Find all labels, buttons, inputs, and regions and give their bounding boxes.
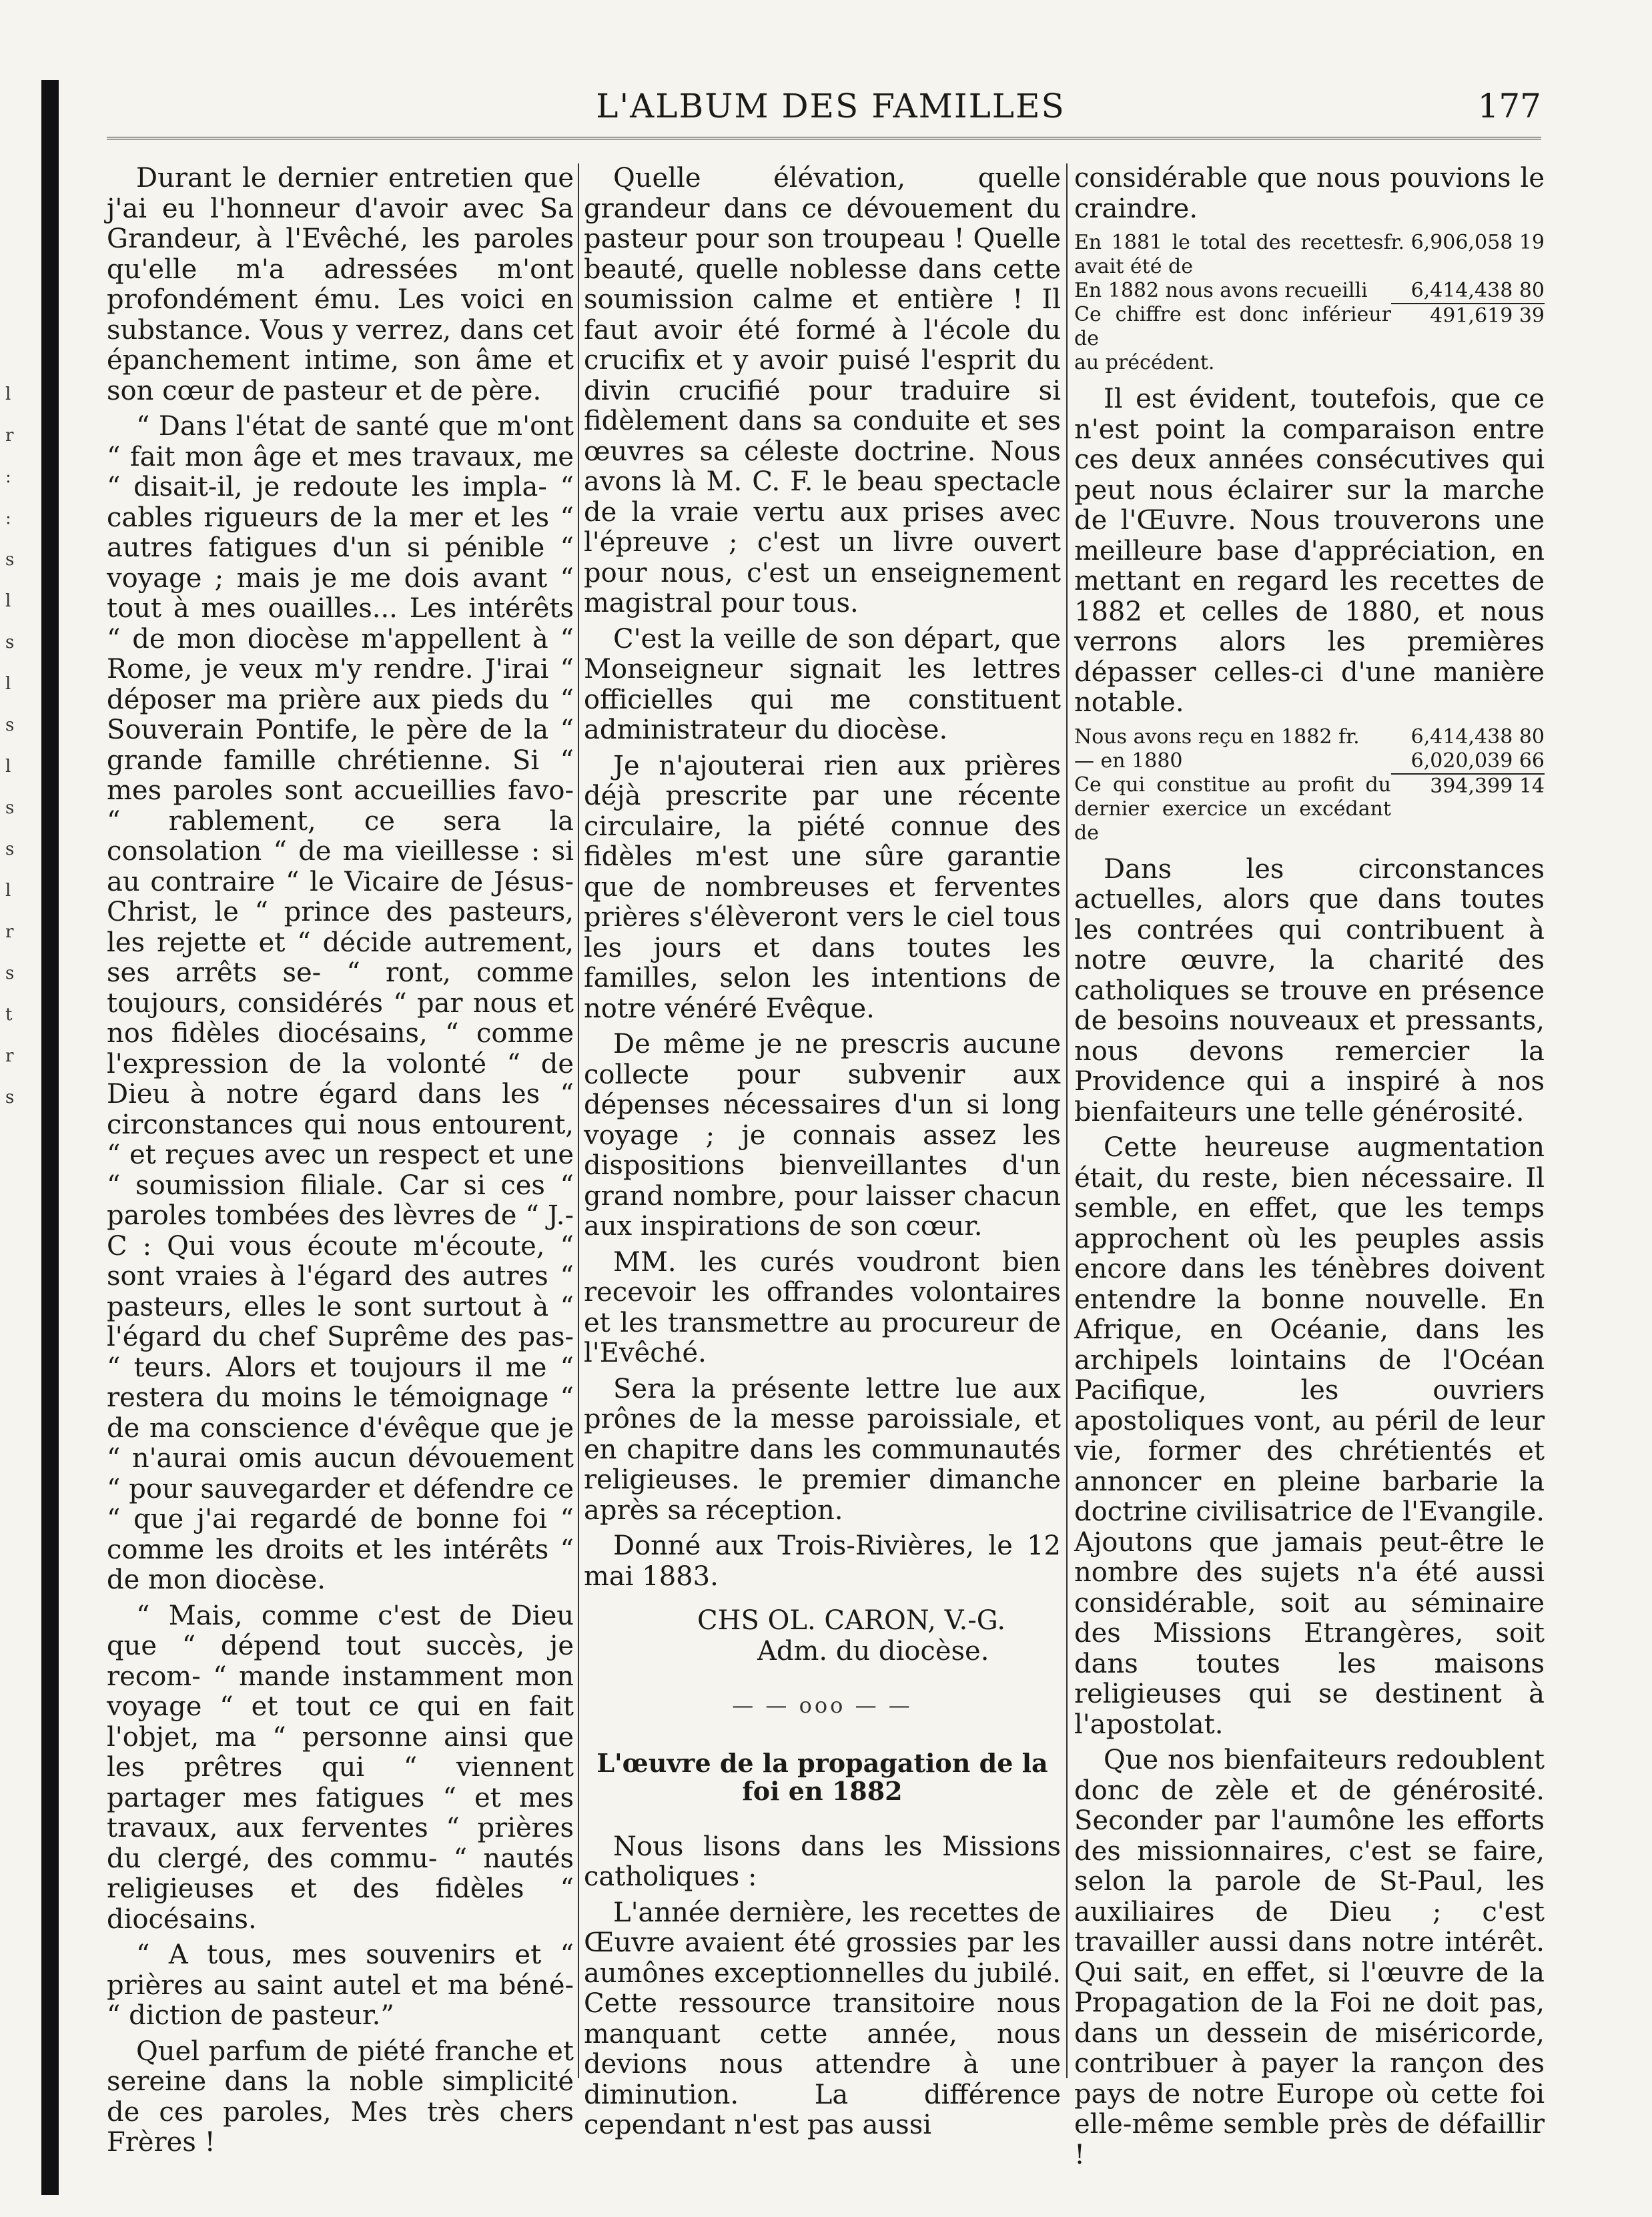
margin-mark: l: [5, 384, 11, 404]
table-row: [1074, 303, 1545, 351]
column-rule-1: [578, 163, 579, 2078]
row-amount: 6,414,438 80: [1410, 279, 1545, 302]
paragraph: considérable que nous pouvions le craindre.: [1074, 163, 1545, 224]
column-3: [1074, 163, 1545, 2176]
paragraph: De même je ne prescris aucune collecte pour subvenir aux dépenses nécessaires d'un si long voyage ; je connais assez les dispositions bienveillantes d'un grand nombre, pour laisser chacun aux inspirations de son cœur.: [584, 1029, 1061, 1242]
paragraph: Je n'ajouterai rien aux prières déjà prescrite par une récente circulaire, la piété connue des fidèles m'est une sûre garantie que de nombreuses et ferventes prières s'élèveront vers le ciel tous les jours et dans toutes les familles, selon les intentions de notre vénéré Evêque.: [584, 750, 1061, 1024]
row-label: Ce chiffre est donc inférieur de: [1074, 303, 1391, 350]
paragraph: Dans les circonstances actuelles, alors que dans toutes les contrées qui contribuent à notre œuvre, la charité des catholiques se trouve en présence de besoins nouveaux et pressants, nous devons remercier la Providence qui a inspiré à nos bienfaiteurs une telle générosité.: [1074, 853, 1545, 1128]
margin-mark: s: [5, 963, 15, 983]
page-number: 177: [1477, 87, 1541, 125]
margin-mark: s: [5, 839, 15, 859]
binding-edge: [41, 80, 59, 2195]
header-rule: [107, 137, 1541, 139]
margin-mark: s: [5, 715, 15, 735]
row-label: Nous avons reçu en 1882 fr.: [1074, 725, 1360, 749]
paragraph: Quelle élévation, quelle grandeur dans ce dévouement du pasteur pour son troupeau ! Quelle beauté, quelle noblesse dans cette soumission calme et entière ! Il faut avoir été formé à l'école du crucifix et y avoir puisé l'esprit du divin crucifié pour traduire si fidèlement dans sa conduite et ses œuvres sa céleste doctrine. Nous avons là M. C. F. le beau spectacle de la vraie vertu aux prises avec l'épreuve ; c'est un livre ouvert pour nous, c'est un enseignement magistral pour tous.: [584, 163, 1061, 618]
row-amount: 6,414,438 80: [1410, 725, 1545, 749]
column-1: [107, 163, 574, 2164]
table-row: [1074, 773, 1545, 845]
page-header: [120, 79, 1541, 132]
paragraph: Nous lisons dans les Missions catholiques :: [584, 1831, 1061, 1892]
signature-title: Adm. du diocèse.: [757, 1636, 989, 1667]
paragraph: Donné aux Trois-Rivières, le 12 mai 1883.: [584, 1530, 1061, 1592]
table-row: [1074, 725, 1545, 749]
signature-name: CHS OL. CARON, V.-G.: [697, 1605, 1006, 1636]
row-label: En 1882 nous avons recueilli: [1074, 279, 1368, 302]
margin-mark: t: [5, 1005, 13, 1025]
paragraph: Durant le dernier entretien que j'ai eu l'honneur d'avoir avec Sa Grandeur, à l'Evêché, les paroles qu'elle m'a adressées m'ont profondément ému. Les voici en substance. Vous y verrez, dans cet épanchement intime, son âme et son cœur de pasteur et de père.: [107, 163, 574, 406]
column-2: [584, 163, 1061, 2146]
paragraph: “ A tous, mes souvenirs et “ prières au saint autel et ma béné- “ diction de pasteur.”: [107, 1939, 574, 2031]
paragraph: C'est la veille de son départ, que Monseigneur signait les lettres officielles qui me constituent administrateur du diocèse.: [584, 623, 1061, 745]
margin-mark: s: [5, 1087, 15, 1107]
section-ornament: — — ooo — —: [732, 1693, 913, 1718]
row-amount: 394,399 14: [1391, 773, 1545, 845]
margin-mark: r: [5, 426, 14, 446]
row-amount: fr. 6,906,058 19: [1383, 231, 1545, 254]
paragraph: Il est évident, toutefois, que ce n'est point la comparaison entre ces deux années consécutives qui peut nous éclairer sur la marche de l'Œuvre. Nous trouverons une meilleure base d'appréciation, en mettant en regard les recettes de 1882 et celles de 1880, et nous verrons alors les premières dépasser celles-ci d'une manière notable.: [1074, 384, 1545, 718]
margin-mark: s: [5, 798, 15, 818]
table-row: [1074, 351, 1545, 375]
table-row: [1074, 279, 1545, 303]
row-label: — en 1880: [1074, 749, 1183, 773]
margin-marks: [5, 374, 25, 1908]
margin-mark: r: [5, 922, 14, 942]
paragraph: Que nos bienfaiteurs redoublent donc de zèle et de générosité. Seconder par l'aumône les efforts des missionnaires, c'est se faire, selon la parole de St-Paul, les auxiliaires de Dieu ; c'est travailler aussi dans notre intérêt. Qui sait, en effet, si l'œuvre de la Propagation de la Foi ne doit pas, dans un dessein de miséricorde, contribuer à payer la rançon des pays de notre Europe où cette foi elle-même semble près de défaillir !: [1074, 1745, 1545, 2170]
margin-mark: s: [5, 550, 15, 570]
margin-mark: :: [5, 467, 11, 487]
paragraph: Quel parfum de piété franche et sereine dans la noble simplicité de ces paroles, Mes très chers Frères !: [107, 2036, 574, 2158]
margin-mark: l: [5, 674, 11, 694]
paragraph: Cette heureuse augmentation était, du reste, bien nécessaire. Il semble, en effet, que les temps approchent où les peuples assis encore dans les ténèbres doivent entendre la bonne nouvelle. En Afrique, en Océanie, dans les archipels lointains de l'Océan Pacifique, les ouvriers apostoliques vont, au péril de leur vie, former des chrétientés et annoncer en pleine barbarie la doctrine civilisatrice de l'Evangile. Ajoutons que jamais peut-être le nombre des sujets n'a été aussi considérable, soit au séminaire des Missions Etrangères, soit dans toutes les maisons religieuses qui se destinent à l'apostolat.: [1074, 1132, 1545, 1740]
paragraph: L'année dernière, les recettes de Œuvre avaient été grossies par les aumônes exceptionnelles du jubilé. Cette ressource transitoire nous manquant cette année, nous devions nous attendre à une diminution. La différence cependant n'est pas aussi: [584, 1897, 1061, 2140]
paragraph: “ Mais, comme c'est de Dieu que “ dépend tout succès, je recom- “ mande instamment mon voyage “ et tout ce qui en fait l'objet, ma “ personne ainsi que les prêtres qui “ viennent partager mes fatigues “ et mes travaux, aux ferventes “ prières du clergé, des commu- “ nautés religieuses et des fidèles “ diocésains.: [107, 1600, 574, 1935]
margin-mark: l: [5, 591, 11, 611]
signature-block: [584, 1605, 1061, 1667]
row-label: au précédent.: [1074, 351, 1215, 374]
running-title: L'ALBUM DES FAMILLES: [596, 87, 1066, 125]
row-amount: 491,619 39: [1391, 303, 1545, 351]
receipts-table-1: [1074, 231, 1545, 375]
paragraph: “ Dans l'état de santé que m'ont “ fait mon âge et mes travaux, me “ disait-il, je redoute les impla- “ cables rigueurs de la mer et les “ autres fatigues d'un si pénible “ voyage ; mais je me dois avant “ tout à mes ouailles... Les intérêts “ de mon diocèse m'appellent à “ Rome, je veux m'y rendre. J'irai “ déposer ma prière aux pieds du “ Souverain Pontife, le père de la “ grande famille chrétienne. Si “ mes paroles sont accueillies favo- “ rablement, ce sera la consolation “ de ma vieillesse : si au contraire “ le Vicaire de Jésus-Christ, le “ prince des pasteurs, les rejette et “ décide autrement, ses arrêts se- “ ront, comme toujours, considérés “ par nous et nos fidèles diocésains, “ comme l'expression de la volonté “ de Dieu à notre égard dans les “ circonstances qui nous entourent, “ et reçues avec un respect et une “ soumission filiale. Car si ces “ paroles tombées des lèvres de “ J.-C : Qui vous écoute m'écoute, “ sont vraies à l'égard des autres “ pasteurs, elles le sont surtout à “ l'égard du chef Suprême des pas- “ teurs. Alors et toujours il me “ restera du moins le témoignage “ de ma conscience d'évêque que je “ n'aurai omis aucun dévouement “ pour sauvegarder et défendre ce “ que j'ai regardé de bonne foi “ comme les droits et les intérêts “ de mon diocèse.: [107, 411, 574, 1595]
section-title: L'œuvre de la propagation de la foi en 1882: [596, 1747, 1048, 1806]
margin-mark: l: [5, 881, 11, 901]
margin-mark: r: [5, 1046, 14, 1066]
paragraph: MM. les curés voudront bien recevoir les offrandes volontaires et les transmettre au procureur de l'Evêché.: [584, 1246, 1061, 1368]
margin-mark: :: [5, 508, 11, 528]
row-label: Ce qui constitue au profit du dernier exercice un excédant de: [1074, 773, 1391, 845]
row-amount: 6,020,039 66: [1410, 749, 1545, 773]
table-row: [1074, 749, 1545, 773]
row-label: En 1881 le total des recettes avait été de: [1074, 231, 1384, 278]
table-row: [1074, 231, 1545, 279]
row-amount: [1391, 351, 1545, 375]
receipts-table-2: [1074, 725, 1545, 845]
margin-mark: s: [5, 632, 15, 652]
margin-mark: l: [5, 757, 11, 777]
column-rule-2: [1066, 163, 1068, 2078]
paragraph: Sera la présente lettre lue aux prônes de la messe paroissiale, et en chapitre dans les communautés religieuses. le premier dimanche après sa réception.: [584, 1373, 1061, 1526]
